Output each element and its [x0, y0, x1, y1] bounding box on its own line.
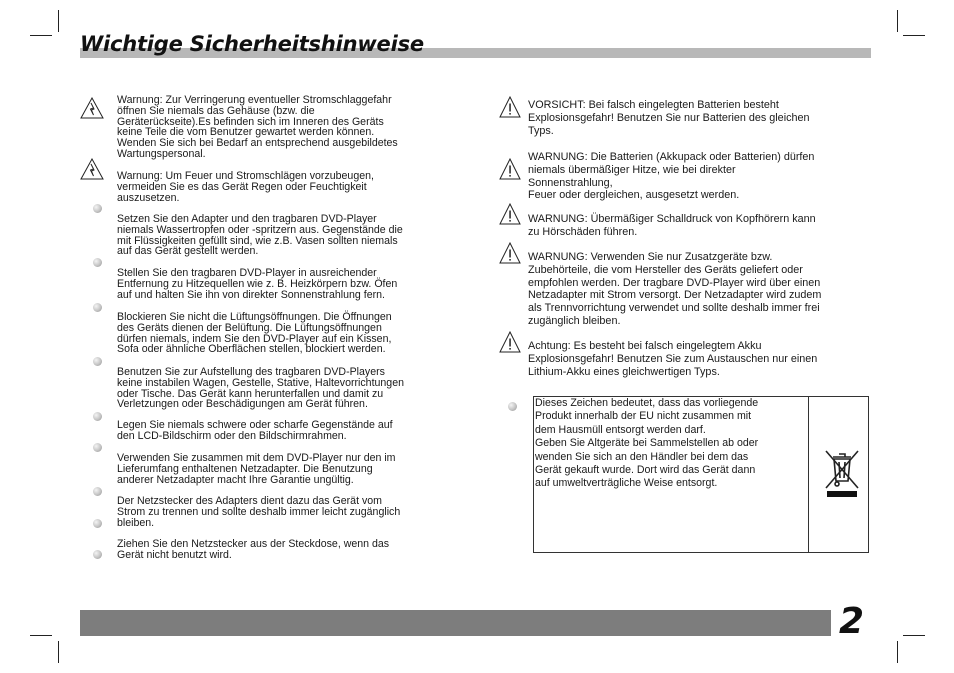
warning-text-housing: Warnung: Zur Verringerung eventueller Stromschlaggefahr öffnen Sie niemals das Gehäuse (bzw. die Geräterückseite).Es befinden sich im Inneren des Geräts keine Teile die vom Benutzer gewartet werden können. Wenden Sie sich bei Bedarf an entsprechend ausgebildetes Wartungspersonal.	[117, 94, 398, 160]
bullet-icon	[93, 550, 102, 559]
crop-mark-bl-h	[30, 635, 52, 636]
bullet-icon	[508, 402, 517, 411]
footer-bar	[80, 610, 831, 636]
weee-box-divider	[808, 396, 809, 553]
lightning-warning-icon	[80, 158, 104, 180]
crop-mark-br-h	[903, 635, 925, 636]
caution-text-batteries: VORSICHT: Bei falsch eingelegten Batterien besteht Explosionsgefahr! Benutzen Sie nur Batterien des gleichen Typs.	[528, 99, 810, 137]
crop-mark-tl-h	[30, 35, 52, 36]
exclamation-warning-icon	[499, 203, 521, 225]
crossed-out-bin-icon	[822, 448, 862, 498]
exclamation-warning-icon	[499, 331, 521, 353]
bullet-icon	[93, 443, 102, 452]
warning-text-accessories: WARNUNG: Verwenden Sie nur Zusatzgeräte bzw. Zubehörteile, die vom Hersteller des Geräts geliefert oder empfohlen werden. Der tragbare DVD-Player wird über einen Netzadapter mit Strom versorgt. Der Netzadapter wird zudem als Trennvorrichtung verwendet und sollte deshalb immer frei zugänglich bleiben.	[528, 251, 822, 327]
bullet-icon	[93, 204, 102, 213]
crop-mark-tl-v	[58, 10, 59, 32]
crop-mark-bl-v	[58, 641, 59, 663]
page-number: 2	[839, 601, 865, 642]
note-text-adapter: Verwenden Sie zusammen mit dem DVD-Player nur den im Lieferumfang enthaltenen Netzadapter. Die Benutzung anderer Netzadapter macht Ihre Garantie ungültig.	[117, 452, 396, 486]
warning-text-moisture: Warnung: Um Feuer und Stromschlägen vorzubeugen, vermeiden Sie es das Gerät Regen oder Feuchtigkeit auszusetzen.	[117, 170, 374, 204]
crop-mark-tr-h	[903, 35, 925, 36]
warning-text-battery-heat: WARNUNG: Die Batterien (Akkupack oder Batterien) dürfen niemals übermäßiger Hitze, wie bei direkter Sonnenstrahlung, Feuer oder dergleichen, ausgesetzt werden.	[528, 151, 815, 202]
page-title: Wichtige Sicherheitshinweise	[80, 32, 424, 56]
bullet-icon	[93, 487, 102, 496]
note-text-ventilation: Blockieren Sie nicht die Lüftungsöffnungen. Die Öffnungen des Geräts dienen der Belüftung. Die Lüftungsöffnungen dürfen niemals, indem Sie den DVD-Player auf ein Kissen, Sofa oder ähnliche Oberflächen stellen, blockiert werden.	[117, 311, 392, 356]
crop-mark-br-v	[897, 641, 898, 663]
note-text-stability: Benutzen Sie zur Aufstellung des tragbaren DVD-Players keine instabilen Wagen, Gestelle, Stative, Haltevorrichtungen oder Tische. Das Gerät kann herunterfallen und damit zu Verletzungen oder Beschädigungen am Gerät führen.	[117, 366, 404, 411]
bullet-icon	[93, 412, 102, 421]
note-text-lcd: Legen Sie niemals schwere oder scharfe Gegenstände auf den LCD-Bildschirm oder den Bildschirmrahmen.	[117, 419, 393, 442]
warning-text-headphones: WARNUNG: Übermäßiger Schalldruck von Kopfhörern kann zu Hörschäden führen.	[528, 213, 816, 238]
bullet-icon	[93, 357, 102, 366]
exclamation-warning-icon	[499, 96, 521, 118]
bullet-icon	[93, 519, 102, 528]
note-text-heat: Stellen Sie den tragbaren DVD-Player in ausreichender Entfernung zu Hitzequellen wie z. B. Heizkörpern bzw. Öfen auf und halten Sie ihn von direkter Sonnenstrahlung fern.	[117, 267, 398, 301]
exclamation-warning-icon	[499, 242, 521, 264]
attention-text-lithium: Achtung: Es besteht bei falsch eingelegtem Akku Explosionsgefahr! Benutzen Sie zum Austauschen nur einen Lithium-Akku eines gleichwertigen Typs.	[528, 340, 818, 378]
lightning-warning-icon	[80, 97, 104, 119]
note-text-unplug: Ziehen Sie den Netzstecker aus der Steckdose, wenn das Gerät nicht benutzt wird.	[117, 538, 390, 561]
weee-text: Dieses Zeichen bedeutet, dass das vorliegende Produkt innerhalb der EU nicht zusammen mit dem Hausmüll entsorgt werden darf. Geben Sie Altgeräte bei Sammelstellen ab oder wenden Sie sich an den Händler bei dem das Gerät gekauft wurde. Dort wird das Gerät dann auf umweltverträgliche Weise entsorgt.	[535, 397, 759, 490]
crop-mark-tr-v	[897, 10, 898, 32]
bullet-icon	[93, 258, 102, 267]
note-text-plug: Der Netzstecker des Adapters dient dazu das Gerät vom Strom zu trennen und sollte deshalb immer leicht zugänglich bleiben.	[117, 495, 401, 529]
bullet-icon	[93, 303, 102, 312]
exclamation-warning-icon	[499, 158, 521, 180]
note-text-water: Setzen Sie den Adapter und den tragbaren DVD-Player niemals Wassertropfen oder -spritzern aus. Gegenstände die mit Flüssigkeiten gefüllt sind, wie z.B. Vasen sollten niemals auf das Gerät gestellt werden.	[117, 213, 403, 258]
